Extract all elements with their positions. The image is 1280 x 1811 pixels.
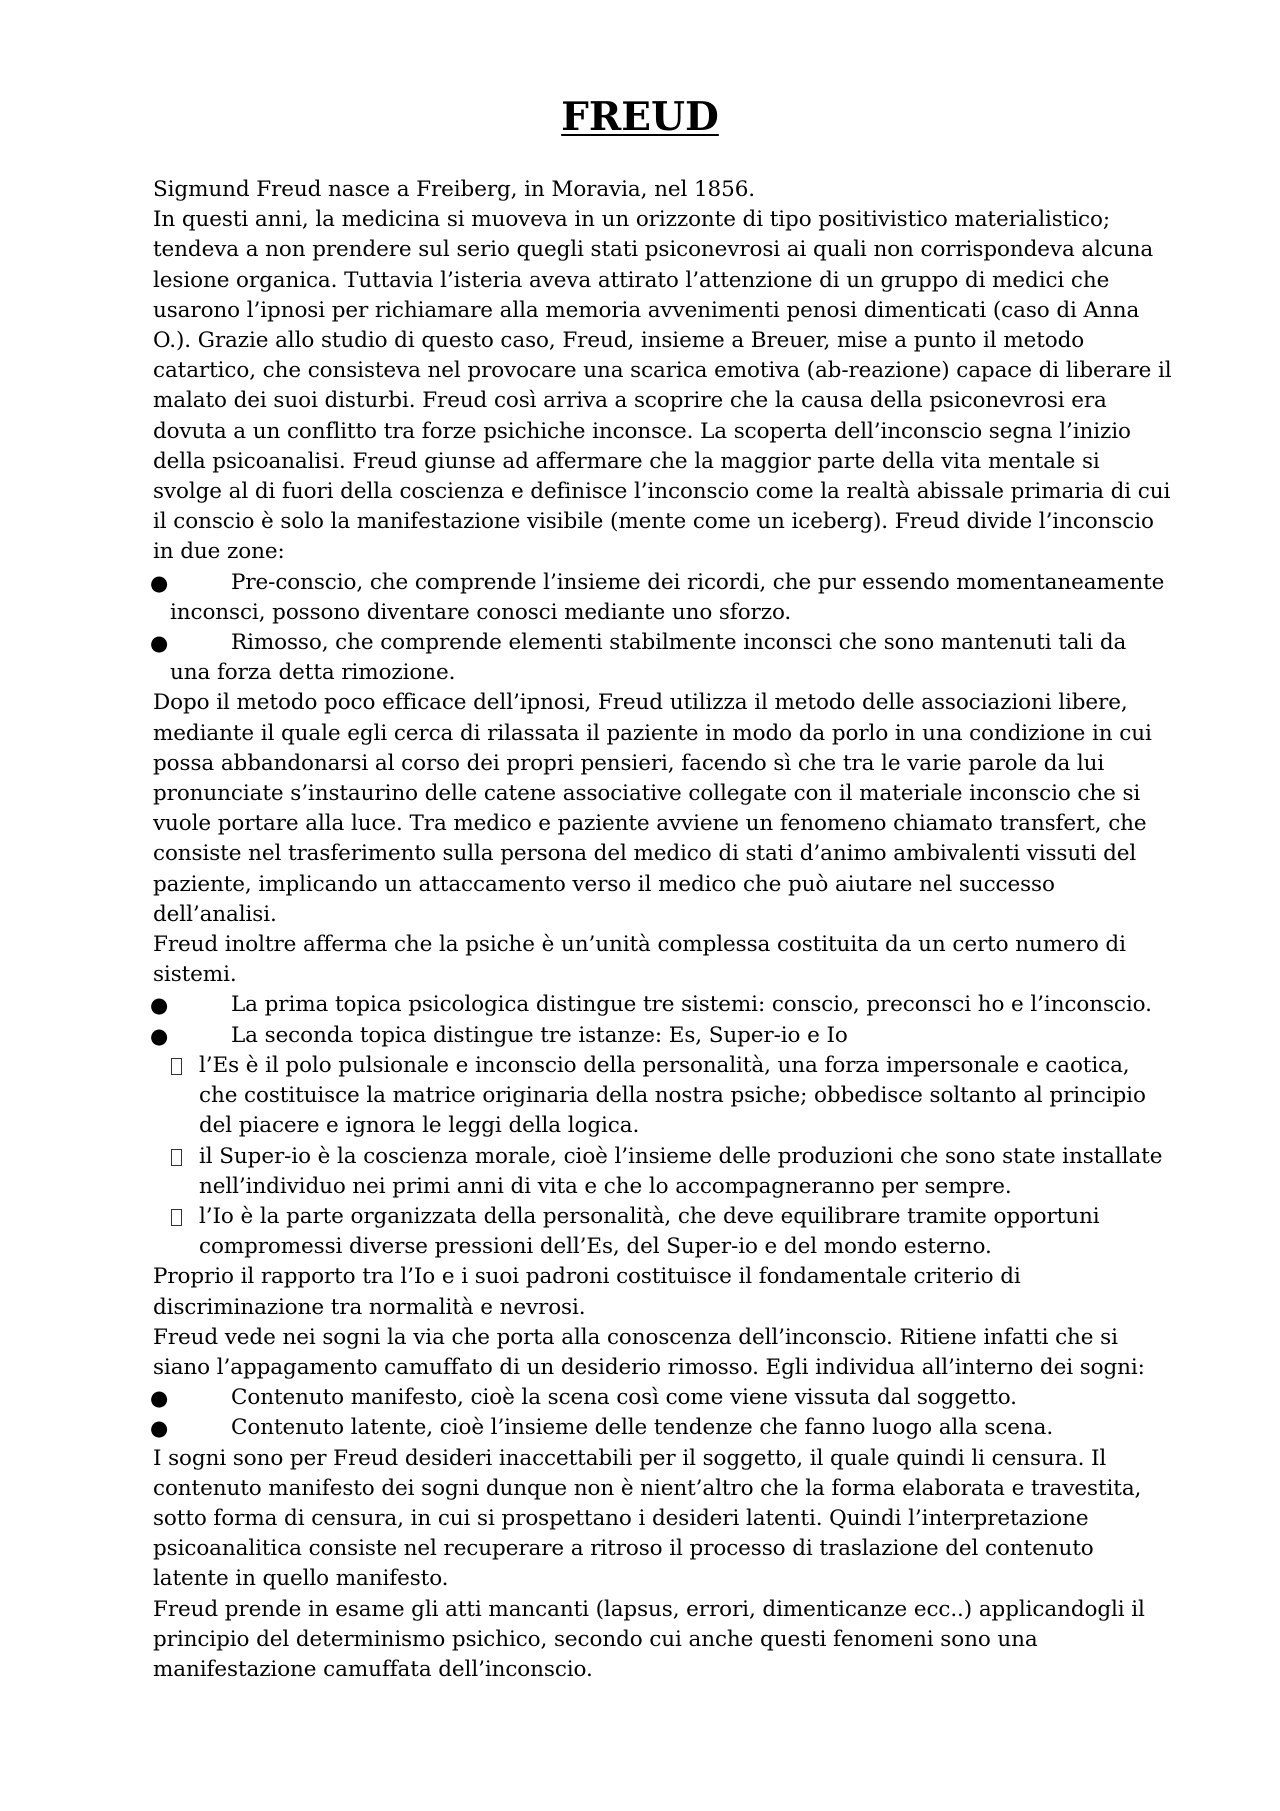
paragraph: Freud prende in esame gli atti mancanti (lapsus, errori, dimenticanze ecc..) applicandogli il principio del determinismo psichico, secondo cui anche questi fenomeni sono una manifestazione camuffata dell’inconscio. xyxy=(153,1596,1145,1682)
bullet-text: Contenuto latente, cioè l’insieme delle tendenze che fanno luogo alla scena. xyxy=(231,1415,1054,1441)
paragraph: Freud inoltre afferma che la psiche è un’unità complessa costituita da un certo numero di sistemi. xyxy=(153,932,1126,988)
paragraph: Freud vede nei sogni la via che porta alla conoscenza dell’inconscio. Ritiene infatti che si siano l’appagamento camuffato di un desiderio rimosso. Egli individua all’interno dei sogni: xyxy=(153,1324,1145,1380)
bullet-icon: ● xyxy=(150,631,169,656)
bullet-item xyxy=(150,568,1173,628)
square-bullet-icon xyxy=(171,1058,182,1075)
bullet-item xyxy=(150,990,1173,1020)
bullet-icon: ● xyxy=(150,1386,169,1411)
bullet-icon: ● xyxy=(150,1416,169,1441)
bullet-text: Rimosso, che comprende elementi stabilmente inconsci che sono mantenuti tali da una forza detta rimozione. xyxy=(170,630,1127,686)
paragraph: Proprio il rapporto tra l’Io e i suoi padroni costituisce il fondamentale criterio di discriminazione tra normalità e nevrosi. xyxy=(153,1264,1021,1320)
bullet-item xyxy=(150,1383,1173,1413)
bullet-icon: ● xyxy=(150,1023,169,1048)
square-bullet-icon xyxy=(171,1209,182,1226)
paragraph: I sogni sono per Freud desideri inaccettabili per il soggetto, il quale quindi li censura. Il contenuto manifesto dei sogni dunque non è nient’altro che la forma elaborata e travestita, sotto forma di censura, in cui si prospettano i desideri latenti. Quindi l’interpretazione psicoanalitica consiste nel recuperare a ritroso il processo di traslazione del contenuto latente in quello manifesto. xyxy=(153,1445,1142,1592)
sub-item xyxy=(153,1051,1173,1142)
paragraph: Dopo il metodo poco efficace dell’ipnosi, Freud utilizza il metodo delle associazioni libere, mediante il quale egli cerca di rilassata il paziente in modo da porlo in una condizione in cui possa abbandonarsi al corso dei propri pensieri, facendo sì che tra le varie parole da lui pronunciate s’instaurino delle catene associative collegate con il materiale inconscio che si vuole portare alla luce. Tra medico e paziente avviene un fenomeno chiamato transfert, che consiste nel trasferimento sulla persona del medico di stati d’animo ambivalenti vissuti del paziente, implicando un attaccamento verso il medico che può aiutare nel successo dell’analisi. xyxy=(153,690,1152,927)
bullet-text: Pre-conscio, che comprende l’insieme dei ricordi, che pur essendo momentaneamente inconsci, possono diventare conosci mediante uno sforzo. xyxy=(170,569,1165,625)
sub-item-text: il Super-io è la coscienza morale, cioè l’insieme delle produzioni che sono state installate nell’individuo nei primi anni di vita e che lo accompagneranno per sempre. xyxy=(199,1143,1163,1199)
bullet-icon: ● xyxy=(150,570,169,595)
paragraph: In questi anni, la medicina si muoveva in un orizzonte di tipo positivistico materialistico; tendeva a non prendere sul serio quegli stati psiconevrosi ai quali non corrispondeva alcuna lesione organica. Tuttavia l’isteria aveva attirato l’attenzione di un gruppo di medici che usarono l’ipnosi per richiamare alla memoria avvenimenti penosi dimenticati (caso di Anna O.). Grazie allo studio di questo caso, Freud, insieme a Breuer, mise a punto il metodo catartico, che consisteva nel provocare una scarica emotiva (ab-reazione) capace di liberare il malato dei suoi disturbi. Freud così arriva a scoprire che la causa della psiconevrosi era dovuta a un conflitto tra forze psichiche inconsce. La scoperta dell’inconscio segna l’inizio della psicoanalisi. Freud giunse ad affermare che la maggior parte della vita mentale si svolge al di fuori della coscienza e definisce l’inconscio come la realtà abissale primaria di cui il conscio è solo la manifestazione visibile (mente come un iceberg). Freud divide l’inconscio in due zone: xyxy=(153,207,1172,565)
bullet-icon: ● xyxy=(150,993,169,1018)
document-body xyxy=(150,175,1173,1685)
bullet-text: Contenuto manifesto, cioè la scena così come viene vissuta dal soggetto. xyxy=(231,1385,1017,1411)
bullet-item xyxy=(150,1413,1173,1443)
sub-item xyxy=(153,1202,1173,1262)
bullet-text: La seconda topica distingue tre istanze: Es, Super-io e Io xyxy=(231,1022,848,1048)
page-title: FREUD xyxy=(561,94,719,140)
sub-item-text: l’Es è il polo pulsionale e inconscio della personalità, una forza impersonale e caotica, che costituisce la matrice originaria della nostra psiche; obbedisce soltanto al principio del piacere e ignora le leggi della logica. xyxy=(199,1052,1146,1139)
square-bullet-icon xyxy=(171,1149,182,1166)
bullet-item xyxy=(150,1021,1173,1051)
sub-item-text: l’Io è la parte organizzata della personalità, che deve equilibrare tramite opportuni compromessi diverse pressioni dell’Es, del Super-io e del mondo esterno. xyxy=(199,1203,1100,1260)
paragraph: Sigmund Freud nasce a Freiberg, in Moravia, nel 1856. xyxy=(153,177,756,202)
bullet-text: La prima topica psicologica distingue tre sistemi: conscio, preconsci ho e l’inconscio. xyxy=(231,992,1152,1018)
sub-item xyxy=(153,1142,1173,1202)
bullet-item xyxy=(150,628,1173,688)
